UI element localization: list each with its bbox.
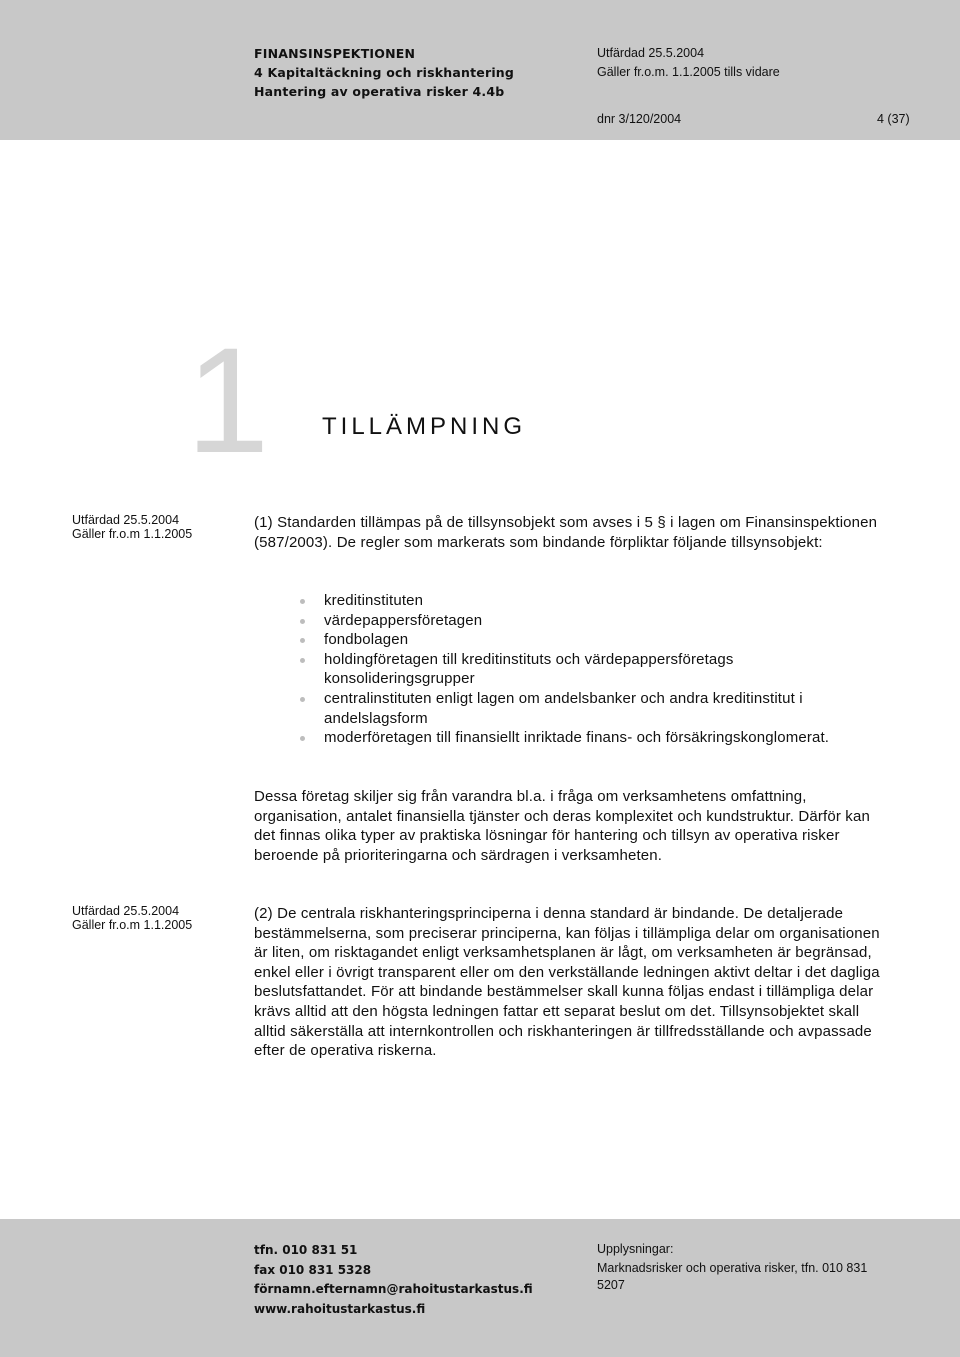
list-item: värdepappersföretagen [300, 611, 880, 631]
list-item: centralinstituten enligt lagen om andelsbanker och andra kreditinstitut i andelslagsform [300, 689, 880, 728]
margin-note-valid: Gäller fr.o.m 1.1.2005 [72, 918, 193, 932]
header-chapter: 4 Kapitaltäckning och riskhantering [254, 65, 515, 80]
paragraph-2-text: (2) De centrala riskhanteringsprinciperna i denna standard är bindande. De detaljerade bestämmelserna, som preciserar principerna, kan följas i tillämpliga delar om organisationen är liten, om risktagandet enligt verksamhetsplanen är lågt, om verksamheten är begränsad, enkel eller i övrigt transparent eller om den verkställande ledningen aktivt deltar i det dagliga beslutsfattandet. För att bindande bestämmelser skall kunna följas endast i tillämpliga delar krävs alltid att den högsta ledningen fattar ett separat beslut om det. Tillsynsobjektet skall alltid säkerställa att internkontrollen och riskhanteringen är tillfredsställande och avpassade efter de operativa riskerna. [254, 905, 880, 1060]
header-left [254, 44, 514, 101]
bullet-icon [300, 697, 305, 702]
paragraph-1-text: (1) Standarden tillämpas på de tillsynsobjekt som avses i 5 § i lagen om Finansinspektionen (587/2003). De regler som markerats som bindande förpliktar följande tillsynsobjekt: [254, 514, 878, 551]
footer-email: förnamn.efternamn@rahoitustarkastus.fi [254, 1282, 533, 1296]
list-item: kreditinstituten [300, 591, 880, 611]
page-number: 4 (37) [877, 112, 910, 126]
paragraph-2 [254, 904, 894, 1061]
list-item: moderföretagen till finansiellt inriktade finans- och försäkringskonglomerat. [300, 728, 880, 748]
footer-phone: tfn. 010 831 51 [254, 1243, 358, 1257]
footer-contact [254, 1241, 533, 1319]
header-valid: Gäller fr.o.m. 1.1.2005 tills vidare [597, 65, 780, 79]
footer-fax: fax 010 831 5328 [254, 1262, 372, 1277]
list-item: holdingföretagen till kreditinstituts och värdepappersföretags konsolideringsgrupper [300, 650, 880, 689]
header-section: Hantering av operativa risker 4.4b [254, 84, 505, 99]
margin-note-issued: Utfärdad 25.5.2004 [72, 513, 180, 527]
header-issued: Utfärdad 25.5.2004 [597, 46, 705, 60]
margin-note-valid: Gäller fr.o.m 1.1.2005 [72, 527, 193, 541]
bullet-list [300, 591, 880, 748]
paragraph-1 [254, 513, 894, 552]
bullet-icon [300, 658, 305, 663]
bullet-icon [300, 638, 305, 643]
chapter-title: TILLÄMPNING [322, 413, 527, 440]
header-right [597, 44, 780, 82]
footer-info-text: Marknadsrisker och operativa risker, tfn. 010 831 5207 [597, 1261, 868, 1292]
paragraph-1-continued [254, 787, 894, 865]
margin-note-issued: Utfärdad 25.5.2004 [72, 904, 180, 918]
list-item: fondbolagen [300, 630, 880, 650]
header-org: FINANSINSPEKTIONEN [254, 46, 416, 61]
footer-info-label: Upplysningar: [597, 1242, 674, 1256]
footer-info [597, 1241, 897, 1294]
chapter-number: 1 [186, 316, 270, 484]
bullet-icon [300, 599, 305, 604]
margin-note-2 [72, 904, 192, 932]
bullet-icon [300, 736, 305, 741]
bullet-icon [300, 619, 305, 624]
footer-web: www.rahoitustarkastus.fi [254, 1301, 426, 1316]
paragraph-1b-text: Dessa företag skiljer sig från varandra bl.a. i fråga om verksamhetens omfattning, organisation, antalet finansiella tjänster och deras komplexitet och kundstruktur. Därför kan det finnas olika typer av praktiska lösningar för hantering och tillsyn av operativa risker beroende på prioriteringarna och särdragen i verksamheten. [254, 788, 870, 864]
margin-note-1 [72, 513, 192, 541]
header-dnr: dnr 3/120/2004 [597, 112, 682, 126]
